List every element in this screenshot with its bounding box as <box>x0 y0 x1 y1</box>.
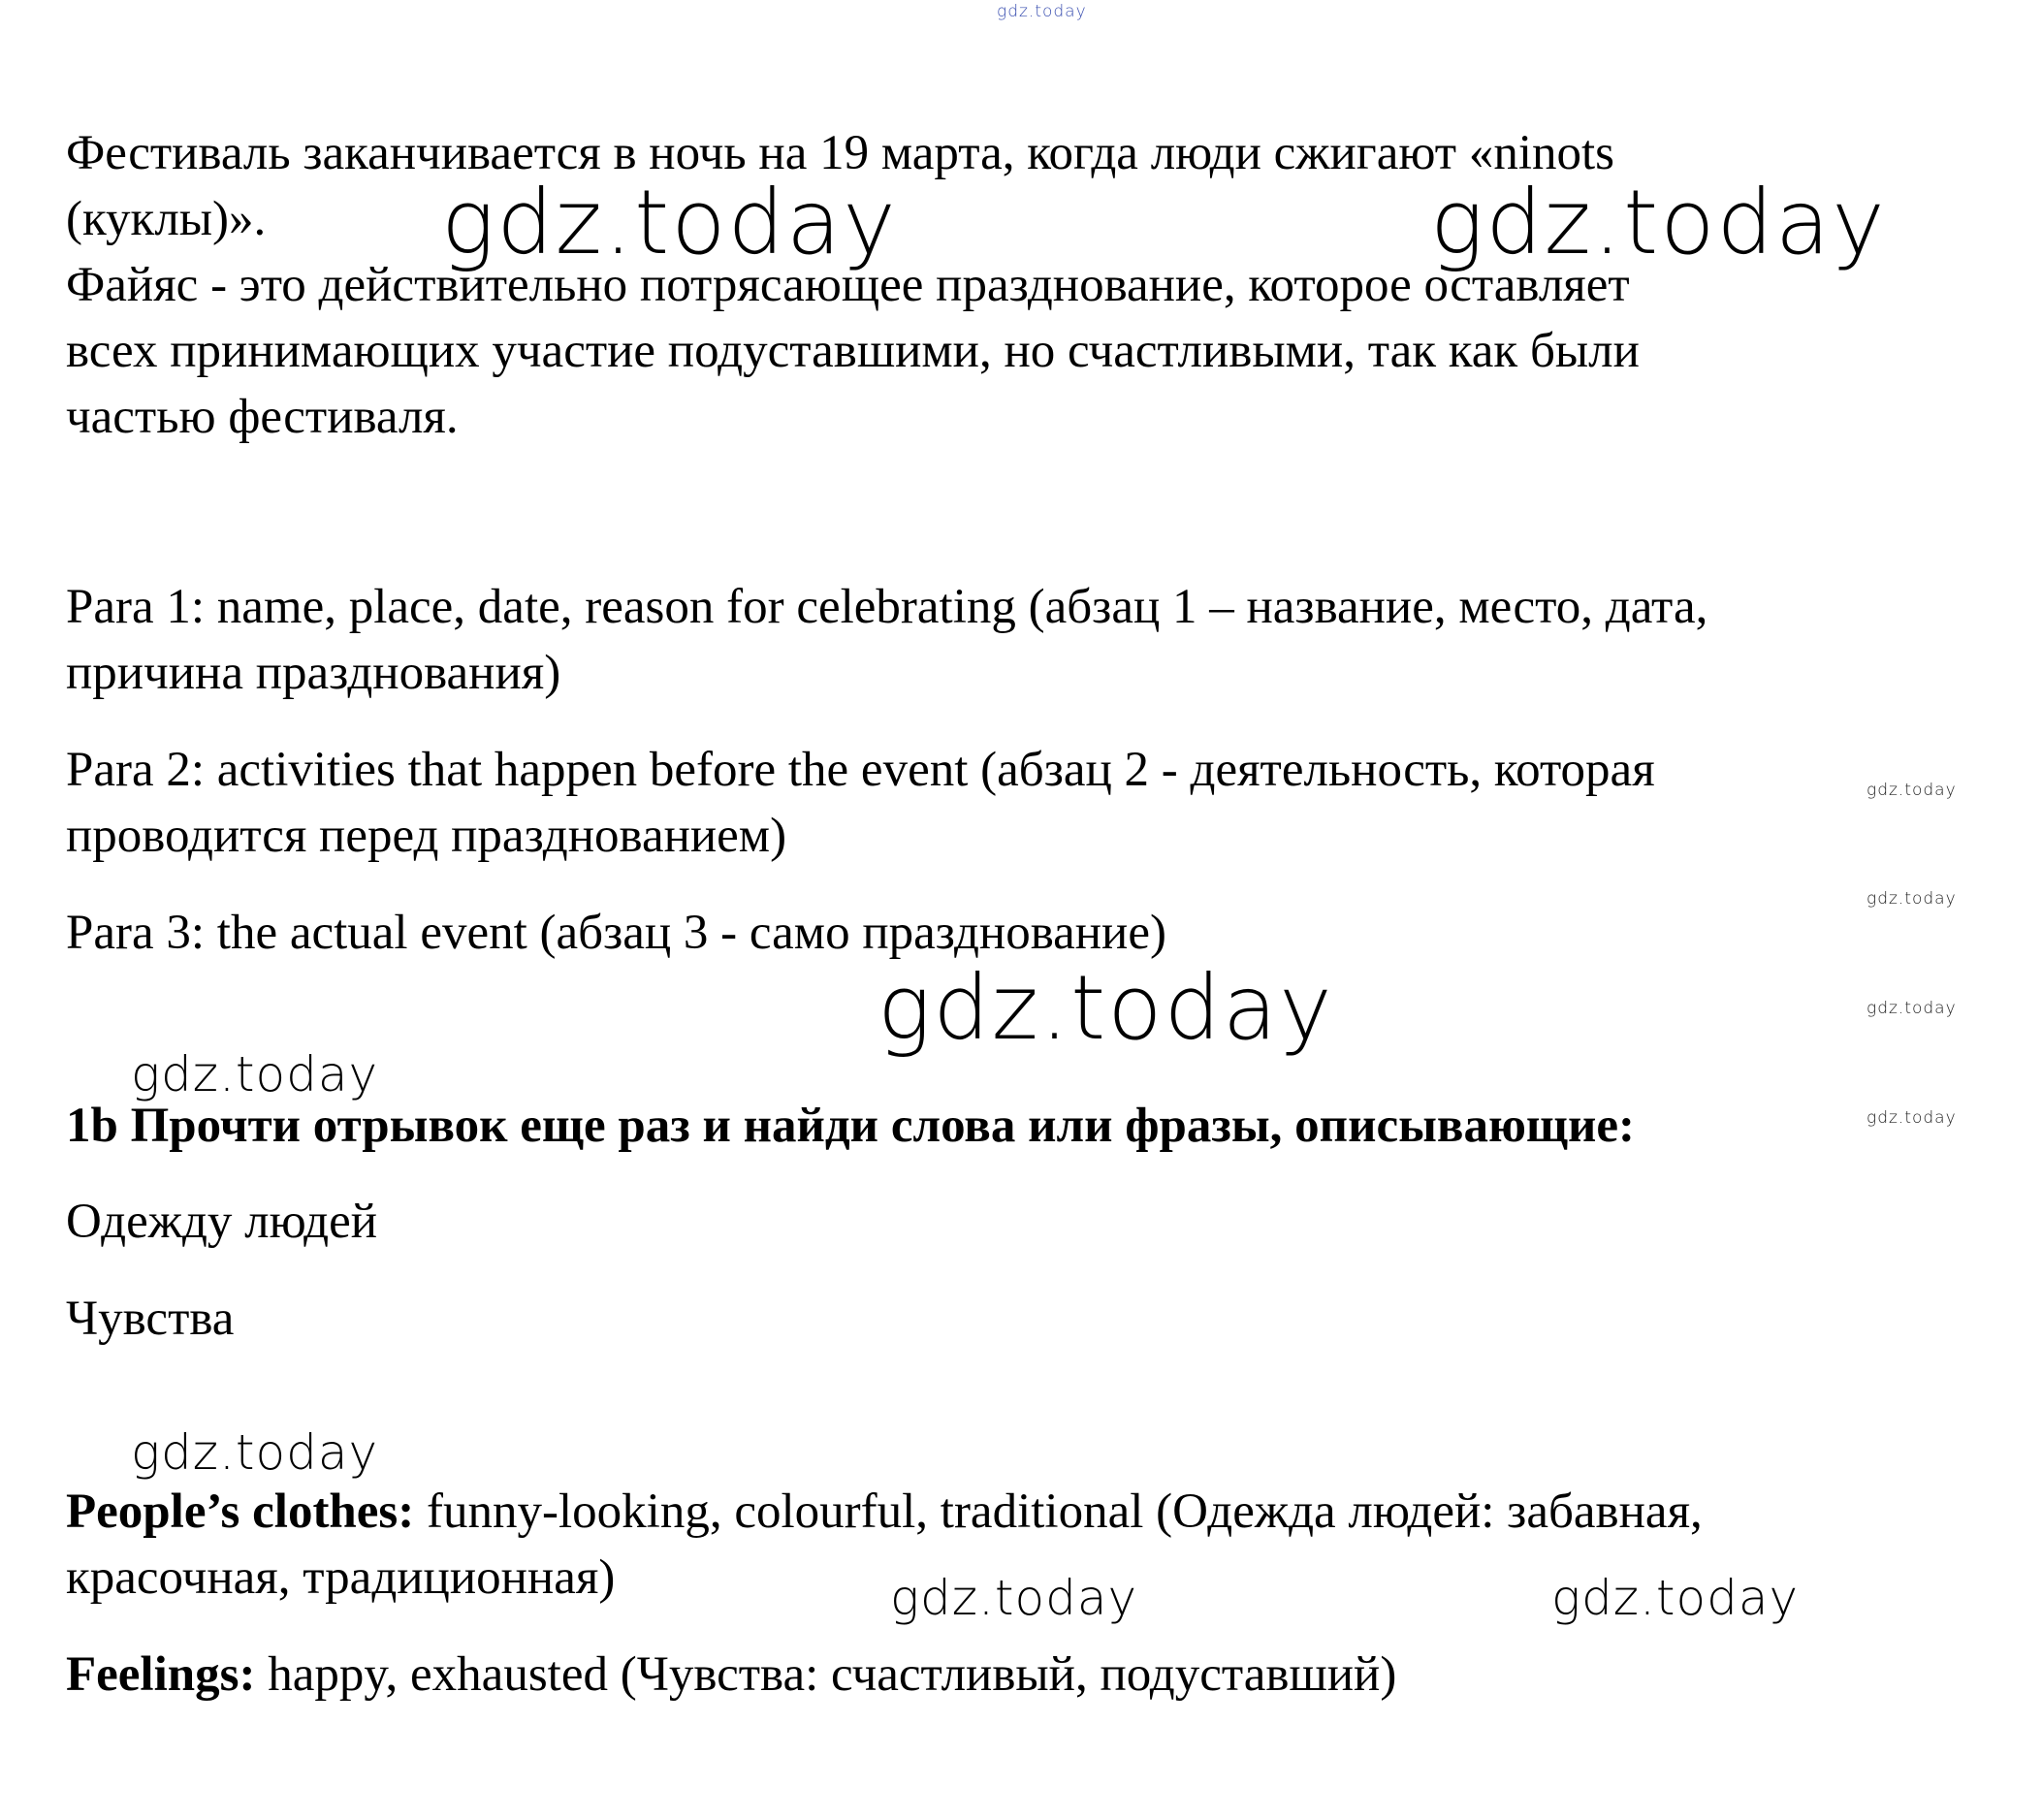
answer-feelings <box>66 1642 1986 1708</box>
watermark-large-3: gdz.today <box>877 956 1334 1060</box>
watermark-small-4: gdz.today <box>1867 1108 1957 1128</box>
plan-para-1-line-2: причина празднования) <box>66 646 561 700</box>
answer-feelings-label: Feelings: <box>66 1647 256 1702</box>
answer-clothes-line-1 <box>66 1479 1986 1545</box>
watermark-medium-3: gdz.today <box>890 1570 1138 1626</box>
answer-clothes-line-2: красочная, традиционная) <box>66 1550 616 1605</box>
paragraph-fallas-line-2: всех принимающих участие подуставшими, но счастливыми, так как были <box>66 324 1640 378</box>
watermark-small-3: gdz.today <box>1867 999 1957 1018</box>
answer-clothes-text: funny-looking, colourful, traditional (Одежда людей: забавная, <box>414 1485 1703 1539</box>
plan-para-2-line-1: Para 2: activities that happen before the event (абзац 2 - деятельность, которая <box>66 743 1655 797</box>
plan-para-3: Para 3: the actual event (абзац 3 - само празднование) <box>66 906 1166 960</box>
plan-para-2-line-2: проводится перед празднованием) <box>66 809 787 863</box>
watermark-large-1: gdz.today <box>441 171 898 274</box>
answer-clothes-label: People’s clothes: <box>66 1485 415 1539</box>
watermark-small-1: gdz.today <box>1867 781 1957 800</box>
watermark-large-2: gdz.today <box>1430 171 1887 274</box>
watermark-medium-4: gdz.today <box>1551 1570 1800 1626</box>
paragraph-festival-end-line-1: Фестиваль заканчивается в ночь на 19 марта, когда люди сжигают «ninots <box>66 126 1615 180</box>
watermark-top: gdz.today <box>997 2 1087 21</box>
paragraph-fallas-line-3: частью фестиваля. <box>66 390 459 444</box>
watermark-medium-2: gdz.today <box>131 1424 379 1481</box>
task-item-clothes: Одежду людей <box>66 1195 378 1249</box>
paragraph-festival-end-line-2: (куклы)». <box>66 192 267 246</box>
paragraph-fallas-line-1: Файяс - это действительно потрясающее празднование, которое оставляет <box>66 258 1630 312</box>
task-heading: 1b Прочти отрывок еще раз и найди слова или фразы, описывающие: <box>66 1099 1635 1153</box>
task-item-feelings: Чувства <box>66 1292 235 1346</box>
watermark-medium-1: gdz.today <box>131 1046 379 1102</box>
plan-para-1-line-1: Para 1: name, place, date, reason for celebrating (абзац 1 – название, место, дата, <box>66 580 1708 634</box>
watermark-small-2: gdz.today <box>1867 889 1957 909</box>
answer-feelings-text: happy, exhausted (Чувства: счастливый, подуставший) <box>255 1647 1397 1702</box>
